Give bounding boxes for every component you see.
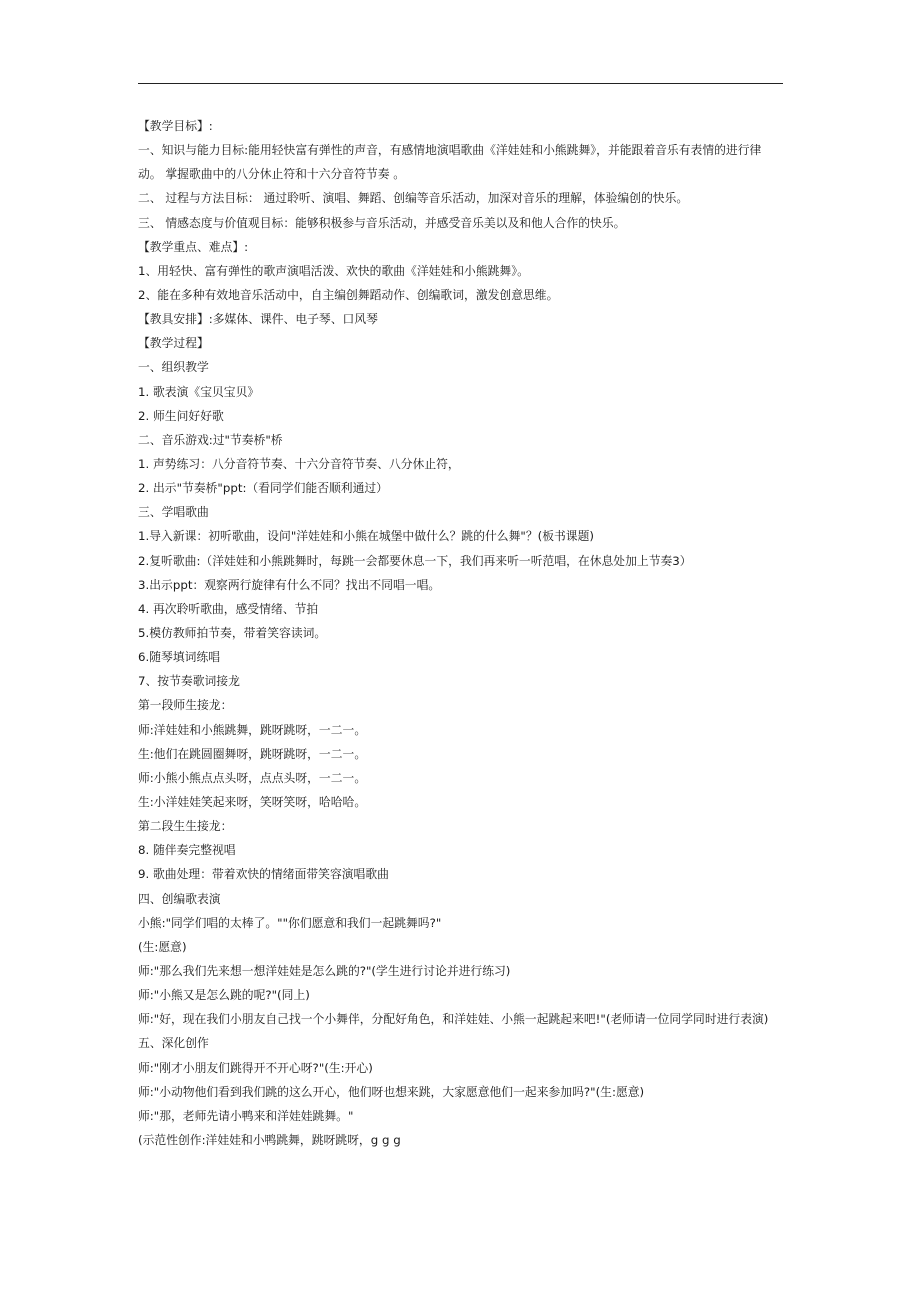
paragraph: 第一段师生接龙： — [138, 698, 233, 713]
dialogue-line: 师:洋娃娃和小熊跳舞，跳呀跳呀，一二一。 — [138, 722, 367, 737]
dialogue-line: (示范性创作:洋娃娃和小鸭跳舞，跳呀跳呀，g g g — [138, 1132, 401, 1147]
header-rule — [138, 83, 783, 84]
paragraph: 一、知识与能力目标:能用轻快富有弹性的声音，有感情地演唱歌曲《洋娃娃和小熊跳舞》，并能跟着音乐有表情的进行律动。 掌握歌曲中的八分休止符和十六分音符节奏 。 — [138, 143, 762, 182]
dialogue-line: 生:他们在跳圆圈舞呀，跳呀跳呀，一二一。 — [138, 746, 367, 761]
list-item: 8. 随伴奏完整视唱 — [138, 843, 236, 858]
list-item: 1.导入新课：初听歌曲，设问"洋娃娃和小熊在城堡中做什么？跳的什么舞"？(板书课题) — [138, 529, 595, 544]
paragraph: 1、用轻快、富有弹性的歌声演唱活泼、欢快的歌曲《洋娃娃和小熊跳舞》。 — [138, 263, 529, 278]
subheading: 三、学唱歌曲 — [138, 505, 209, 520]
dialogue-line: 师:"刚才小朋友们跳得开不开心呀?"(生:开心) — [138, 1060, 373, 1075]
list-item: 9. 歌曲处理：带着欢快的情绪面带笑容演唱歌曲 — [138, 867, 389, 882]
dialogue-line: 师:"好，现在我们小朋友自己找一个小舞伴，分配好角色，和洋娃娃、小熊一起跳起来吧!"(老师请一位同学同时进行表演) — [138, 1012, 769, 1027]
list-item: 2.复听歌曲:（洋娃娃和小熊跳舞时，每跳一会都要休息一下，我们再来听一听范唱，在休息处加上节奏3） — [138, 553, 692, 568]
dialogue-line: 师:"那么我们先来想一想洋娃娃是怎么跳的?"(学生进行讨论并进行练习) — [138, 963, 511, 978]
subheading: 一、组织教学 — [138, 360, 209, 375]
paragraph: 第二段生生接龙： — [138, 819, 233, 834]
dialogue-line: 小熊:"同学们唱的太棒了。""你们愿意和我们一起跳舞吗?" — [138, 915, 442, 930]
dialogue-line: 师:"那，老师先请小鸭来和洋娃娃跳舞。" — [138, 1108, 354, 1123]
list-item: 5.模仿教师拍节奏，带着笑容读词。 — [138, 625, 327, 640]
dialogue-line: 生:小洋娃娃笑起来呀，笑呀笑呀，哈哈哈。 — [138, 794, 367, 809]
list-item: 1. 歌表演《宝贝宝贝》 — [138, 384, 260, 399]
dialogue-line: (生:愿意) — [138, 939, 187, 954]
paragraph: 三、 情感态度与价值观目标：能够积极参与音乐活动，并感受音乐美以及和他人合作的快乐。 — [138, 215, 626, 230]
subheading: 五、深化创作 — [138, 1036, 209, 1051]
section-heading-key-points: 【教学重点、难点】: — [138, 239, 249, 254]
list-item: 4. 再次聆听歌曲，感受情绪、节拍 — [138, 601, 319, 616]
dialogue-line: 师:小熊小熊点点头呀，点点头呀，一二一。 — [138, 770, 367, 785]
paragraph: 2、能在多种有效地音乐活动中，自主编创舞蹈动作、创编歌词，激发创意思维。 — [138, 288, 559, 303]
section-heading-process: 【教学过程】 — [138, 336, 209, 351]
list-item: 2. 师生问好好歌 — [138, 408, 224, 423]
section-heading-objectives: 【教学目标】: — [138, 119, 213, 133]
subheading: 四、创编歌表演 — [138, 891, 221, 906]
list-item: 7、按节奏歌词接龙 — [138, 674, 240, 689]
list-item: 2. 出示"节奏桥"ppt:（看同学们能否顺利通过） — [138, 481, 388, 496]
subheading: 二、音乐游戏:过"节奏桥"桥 — [138, 432, 283, 447]
document-body — [138, 114, 783, 1152]
list-item: 1. 声势练习：八分音符节奏、十六分音符节奏、八分休止符， — [138, 457, 460, 471]
list-item: 3.出示ppt：观察两行旋律有什么不同？找出不同唱一唱。 — [138, 577, 441, 592]
list-item: 6.随琴填词练唱 — [138, 650, 221, 665]
dialogue-line: 师:"小动物他们看到我们跳的这么开心，他们呀也想来跳，大家愿意他们一起来参加吗?"(生:愿意) — [138, 1084, 645, 1099]
dialogue-line: 师:"小熊又是怎么跳的呢?"(同上) — [138, 988, 310, 1003]
section-heading-teaching-aids: 【教具安排】:多媒体、课件、电子琴、口风琴 — [138, 312, 378, 327]
paragraph: 二、 过程与方法目标： 通过聆听、演唱、舞蹈、创编等音乐活动，加深对音乐的理解，体验编创的快乐。 — [138, 191, 689, 206]
